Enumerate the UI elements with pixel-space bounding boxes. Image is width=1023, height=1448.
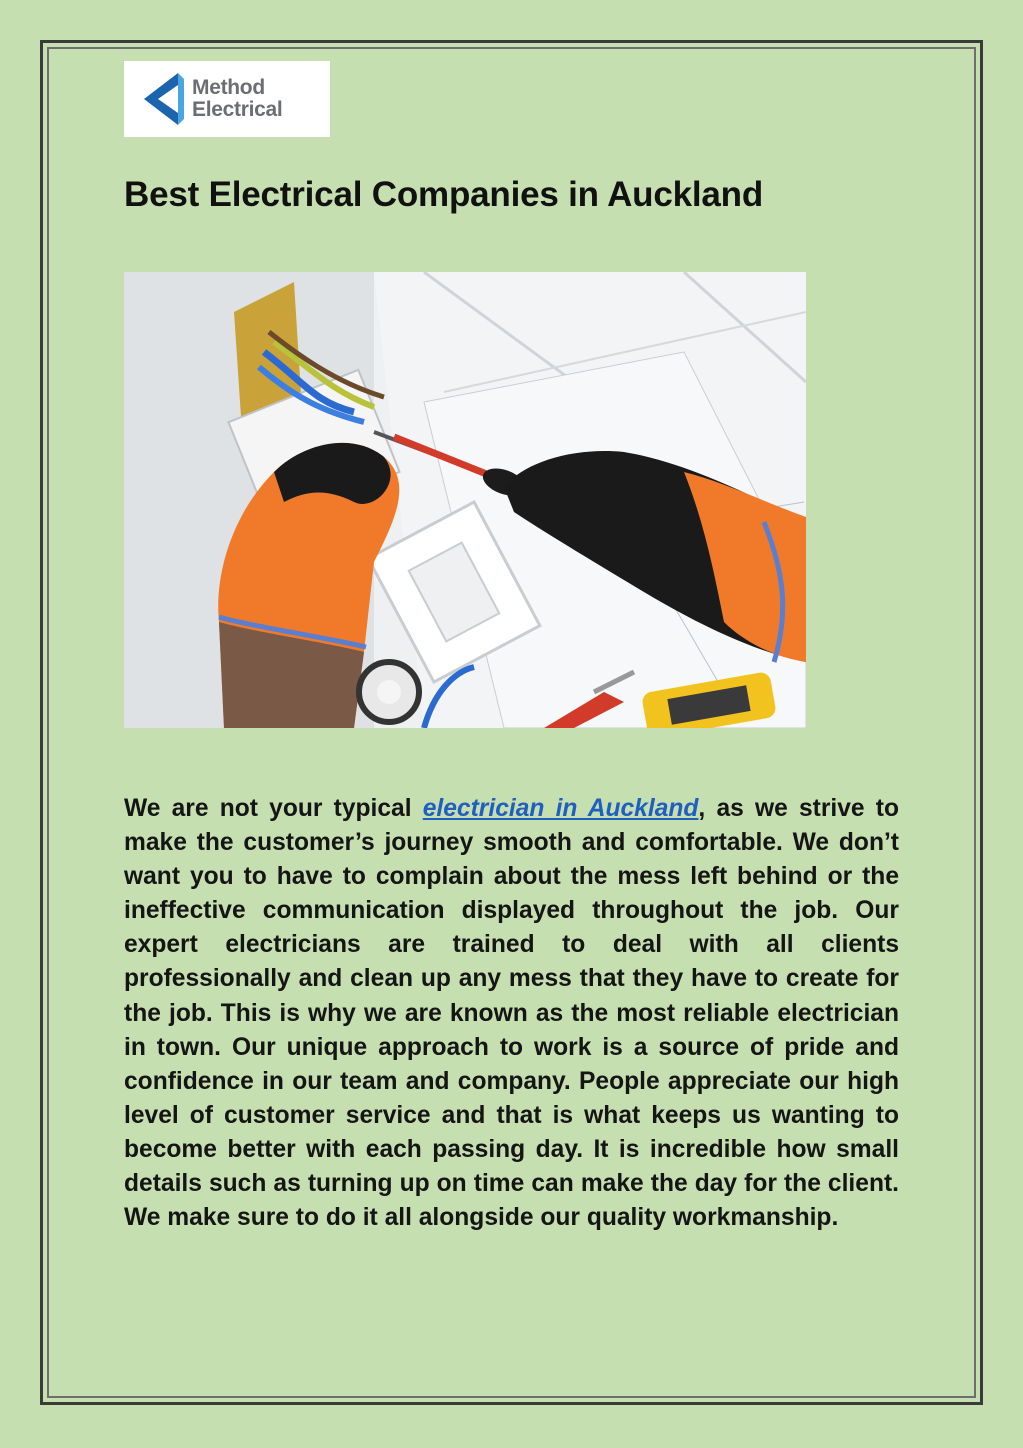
logo-line-1: Method [192,76,265,99]
company-logo[interactable] [124,61,330,137]
article-rest: , as we strive to make the customer’s journey smooth and comfortable. We don’t want you to have to complain about the mess left behind or the ineffective communication displayed throughout the job. Our expert electricians are trained to deal with all clients professionally and clean up any mess that they have to create for the job. This is why we are known as the most reliable electrician in town. Our unique approach to work is a source of pride and confidence in our team and company. People appreciate our high level of customer service and that is what keeps us wanting to become better with each passing day. It is incredible how small details such as turning up on time can make the day for the client. We make sure to do it all alongside our quality workmanship. [124,795,899,1232]
logo-line-2: Electrical [192,98,283,121]
electrician-photo [124,272,806,728]
logo-mark-icon [138,71,186,127]
page-title: Best Electrical Companies in Auckland [124,175,764,214]
article-paragraph [124,792,899,1235]
logo-wordmark [192,77,282,121]
electrician-auckland-link[interactable]: electrician in Auckland [422,795,699,822]
article-intro: We are not your typical [124,795,423,822]
